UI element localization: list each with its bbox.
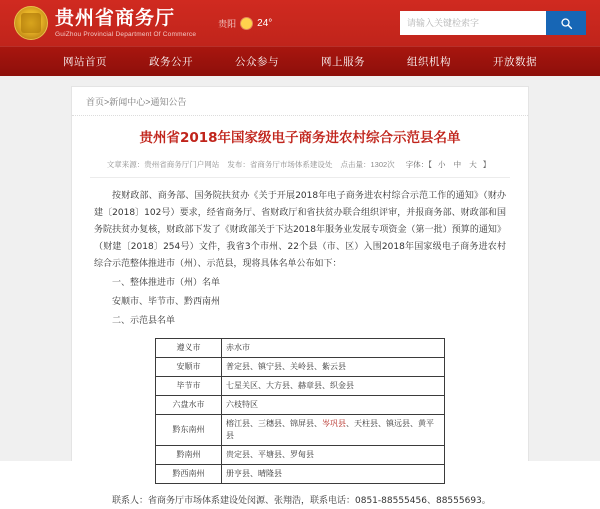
table-cell-counties: 赤水市 <box>222 339 445 358</box>
table-row <box>156 339 445 358</box>
font-size-control <box>403 160 493 169</box>
table-cell-counties: 贵定县、平塘县、罗甸县 <box>222 446 445 465</box>
site-header <box>0 0 600 46</box>
site-logo[interactable] <box>55 8 196 39</box>
paragraph-section-2: 二、示范县名单 <box>112 316 176 326</box>
search-icon <box>560 17 573 30</box>
meta-publisher: 发布：省商务厅市场体系建设处 <box>227 160 333 169</box>
table-cell-counties: 七星关区、大方县、赫章县、织金县 <box>222 377 445 396</box>
search-box[interactable] <box>400 11 586 35</box>
article-card <box>71 86 529 506</box>
sun-icon <box>241 18 252 29</box>
table-cell-city: 黔西南州 <box>156 465 222 484</box>
weather-widget <box>218 17 272 30</box>
table-cell-city: 遵义市 <box>156 339 222 358</box>
table-row <box>156 415 445 446</box>
nav-item-home[interactable]: 网站首页 <box>63 55 107 68</box>
meta-views: 点击量：1302次 <box>340 160 395 169</box>
table-cell-city: 毕节市 <box>156 377 222 396</box>
table-cell-counties: 榕江县、三穗县、锦屏县、岑巩县、天柱县、镇远县、黄平县 <box>222 415 445 446</box>
article-body <box>72 178 528 330</box>
table-cell-city: 六盘水市 <box>156 396 222 415</box>
site-title-cn: 贵州省商务厅 <box>55 6 176 29</box>
highlighted-county: 岑巩县 <box>322 419 346 428</box>
font-size-close: 】 <box>482 160 491 169</box>
contact-info: 联系人：省商务厅市场体系建设处闵源、张翔浩，联系电话：0851-88555456、88555693。 <box>112 496 491 506</box>
main-nav <box>0 46 600 76</box>
paragraph-intro: 按财政部、商务部、国务院扶贫办《关于开展2018年电子商务进农村综合示范工作的通知》（财办建〔2018〕102号）要求，经省商务厅、省财政厅和省扶贫办联合组织评审，并报商务部、财政部和国务院扶贫办复核，财政部下发了《财政部关于下达2018年服务业发展专项资金（第一批）预算的通知》（财建〔2018〕254号）文件，我省3个市州、22个县（市、区）入围2018年国家级电子商务进农村综合示范整体推进市（州）、示范县，现将具体名单公布如下： <box>94 191 506 269</box>
table-cell-counties: 册亨县、晴隆县 <box>222 465 445 484</box>
nav-item-online-service[interactable]: 网上服务 <box>321 55 365 68</box>
page-title: 贵州省2018年国家级电子商务进农村综合示范县名单 <box>139 130 461 146</box>
search-button[interactable] <box>546 11 586 35</box>
table-cell-city: 黔东南州 <box>156 415 222 446</box>
weather-temp: 24° <box>257 17 273 29</box>
site-title-en: GuiZhou Provincial Department Of Commerce <box>55 30 197 38</box>
table-row <box>156 358 445 377</box>
content-background <box>0 76 600 506</box>
table-row <box>156 377 445 396</box>
national-emblem-icon <box>14 6 48 40</box>
table-row <box>156 446 445 465</box>
meta-source: 文章来源：贵州省商务厅门户网站 <box>106 160 220 169</box>
paragraph-section-1: 一、整体推进市（州）名单 <box>112 278 221 288</box>
font-size-large[interactable]: 大 <box>469 160 477 169</box>
table-cell-counties: 普定县、镇宁县、关岭县、紫云县 <box>222 358 445 377</box>
table-row <box>156 396 445 415</box>
nav-item-open-data[interactable]: 开放数据 <box>493 55 537 68</box>
county-table <box>155 338 445 484</box>
search-input[interactable] <box>400 11 546 35</box>
article-meta <box>90 159 510 178</box>
table-cell-counties: 六枝特区 <box>222 396 445 415</box>
nav-item-government-affairs[interactable]: 政务公开 <box>149 55 193 68</box>
font-size-small[interactable]: 小 <box>438 160 446 169</box>
nav-item-public-participation[interactable]: 公众参与 <box>235 55 279 68</box>
breadcrumb[interactable]: 首页>新闻中心>通知公告 <box>72 87 528 116</box>
font-size-label: 字体：【 <box>405 160 433 169</box>
font-size-medium[interactable]: 中 <box>453 160 462 169</box>
nav-item-organization[interactable]: 组织机构 <box>407 55 451 68</box>
paragraph-city-list: 安顺市、毕节市、黔西南州 <box>112 297 221 307</box>
weather-city: 贵阳 <box>218 18 237 29</box>
table-cell-city: 安顺市 <box>156 358 222 377</box>
table-cell-city: 黔南州 <box>156 446 222 465</box>
table-row <box>156 465 445 484</box>
